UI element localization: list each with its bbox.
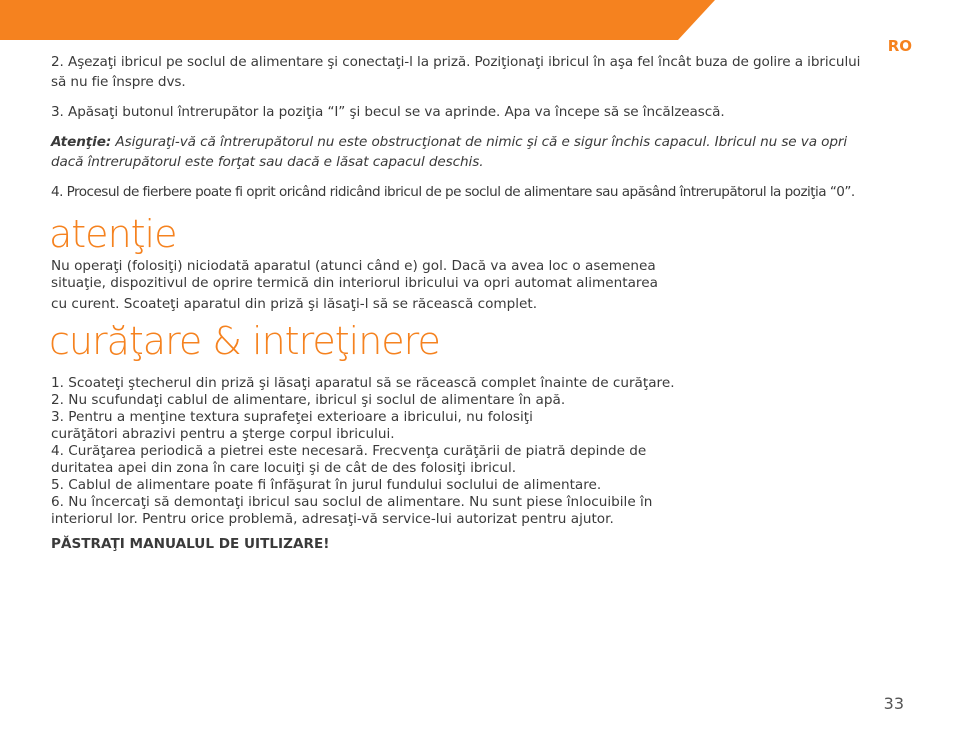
list-item: 2. Nu scufundaţi cablul de alimentare, ibricul şi soclul de alimentare în apă. (51, 392, 566, 408)
page-content (51, 52, 871, 552)
step-2-text: 2. Aşezaţi ibricul pe soclul de alimentare şi conectaţi-l la priză. Poziţionaţi ibricul în aşa fel încât buza de golire a ibricului să nu fie înspre dvs. (51, 54, 861, 90)
warning-paragraph (51, 132, 871, 172)
language-code: RO (887, 37, 912, 55)
step-3-text: 3. Apăsaţi butonul întrerupător la poziţia “I” şi becul se va aprinde. Apa va începe să se încălzească. (51, 104, 725, 120)
attention-heading: atenţie (49, 212, 177, 256)
list-item: 5. Cablul de alimentare poate fi înfăşurat în jurul fundului soclului de alimentare. (51, 477, 602, 493)
cleaning-list (51, 375, 731, 528)
top-orange-banner (0, 0, 954, 40)
attention-line-2: situaţie, dispozitivul de oprire termică din interiorul ibricului va opri automat alimentarea (51, 275, 658, 291)
attention-line-1: Nu operaţi (folosiţi) niciodată aparatul (atunci când e) gol. Dacă va avea loc o asemenea (51, 258, 656, 274)
list-item: 1. Scoateţi ştecherul din priză şi lăsaţi aparatul să se răcească complet înainte de curăţare. (51, 375, 675, 391)
list-item: 3. Pentru a menţine textura suprafeţei exterioare a ibricului, nu folosiţi curăţători abrazivi pentru a şterge corpul ibricului. (51, 409, 533, 442)
page-number: 33 (883, 694, 904, 713)
cleaning-heading: curăţare & intreţinere (49, 319, 440, 363)
list-item: 6. Nu încercaţi să demontaţi ibricul sau soclul de alimentare. Nu sunt piese înlocuibile în interiorul lor. Pentru orice problemă, adresaţi-vă service-lui autorizat pentru ajutor. (51, 494, 653, 527)
attention-paragraph (51, 258, 711, 313)
warning-text: Asiguraţi-vă că întrerupătorul nu este obstrucţionat de nimic şi că e sigur închis capacul. Ibricul nu se va opri dacă întrerupătorul este forţat sau dacă e lăsat capacul deschis. (51, 134, 848, 170)
step-4-text: 4. Procesul de fierbere poate fi oprit oricând ridicând ibricul de pe soclul de alimentare sau apăsând întrerupătorul la poziţia “0”. (51, 184, 855, 200)
list-item: 4. Curăţarea periodică a pietrei este necesară. Frecvenţa curăţării de piatră depinde de duritatea apei din zona în care locuiţi şi de cât de des folosiţi ibricul. (51, 443, 647, 476)
keep-manual-notice: PĂSTRAŢI MANUALUL DE UITLIZARE! (51, 536, 330, 552)
warning-label: Atenţie: (51, 134, 112, 150)
attention-line-3: cu curent. Scoateţi aparatul din priză şi lăsaţi-l să se răcească complet. (51, 296, 538, 312)
